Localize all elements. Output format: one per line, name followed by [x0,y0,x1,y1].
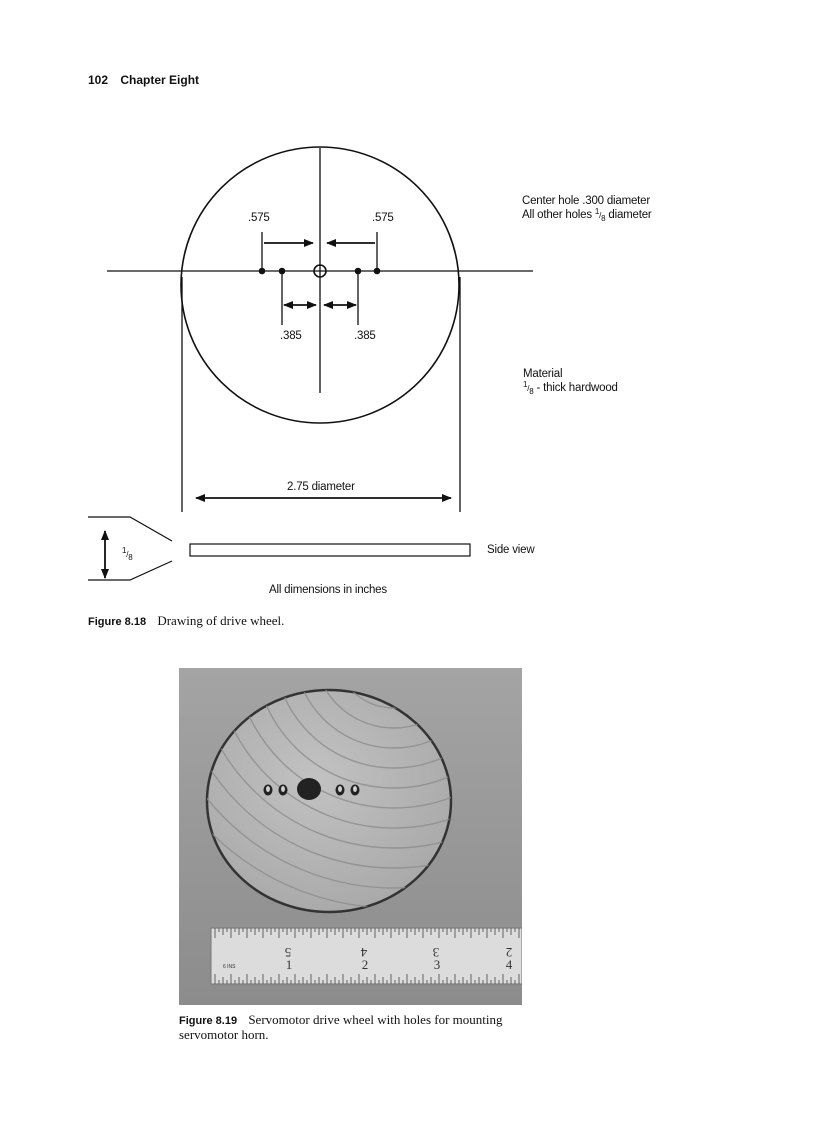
ruler-top-number: 2 [505,945,513,960]
hole-outer-left [259,268,266,275]
ruler-bottom-number: 3 [433,957,441,972]
note-center-hole: Center hole .300 diameter [522,195,650,207]
figure-8-18-caption [88,613,284,629]
thickness-label: 1/8 [122,546,133,562]
hole-inner-left [279,268,286,275]
ruler-top-number: 3 [432,945,440,960]
dim-label-diameter: 2.75 diameter [287,481,355,493]
figure-8-19-text: Servomotor drive wheel with holes for mounting servomotor horn. [179,1012,503,1042]
ruler-top-number: 4 [360,945,368,960]
dim-label-385-left: .385 [280,330,302,342]
hole-outer-right [374,268,381,275]
dim-label-575-right: .575 [372,212,394,224]
note-material-spec: 1/8 - thick hardwood [523,380,618,396]
ruler-small-label: 6 INS [223,964,236,970]
ruler-bottom-number: 1 [285,957,293,972]
units-note: All dimensions in inches [269,584,387,596]
chapter-title: Chapter Eight [120,73,200,87]
figure-8-19-caption [179,1013,539,1042]
ruler-top-number: 5 [284,945,292,960]
ruler-bottom-number: 4 [505,957,513,972]
note-material-title: Material [523,368,563,380]
photo-center-hole [297,778,321,800]
figure-8-19-number: Figure 8.19 [179,1015,238,1027]
drive-wheel-photo [179,668,522,1005]
side-view-label: Side view [487,544,535,556]
thickness-callout-lines [88,517,172,541]
side-view-profile [190,544,470,556]
dim-label-385-right: .385 [354,330,376,342]
figure-8-18-text: Drawing of drive wheel. [157,613,285,628]
ruler-bottom-number: 2 [361,957,369,972]
dim-label-575-left: .575 [248,212,270,224]
page-number: 102 [88,73,109,87]
note-other-holes: All other holes 1/8 diameter [522,207,652,223]
figure-8-18-number: Figure 8.18 [88,616,147,628]
hole-inner-right [355,268,362,275]
